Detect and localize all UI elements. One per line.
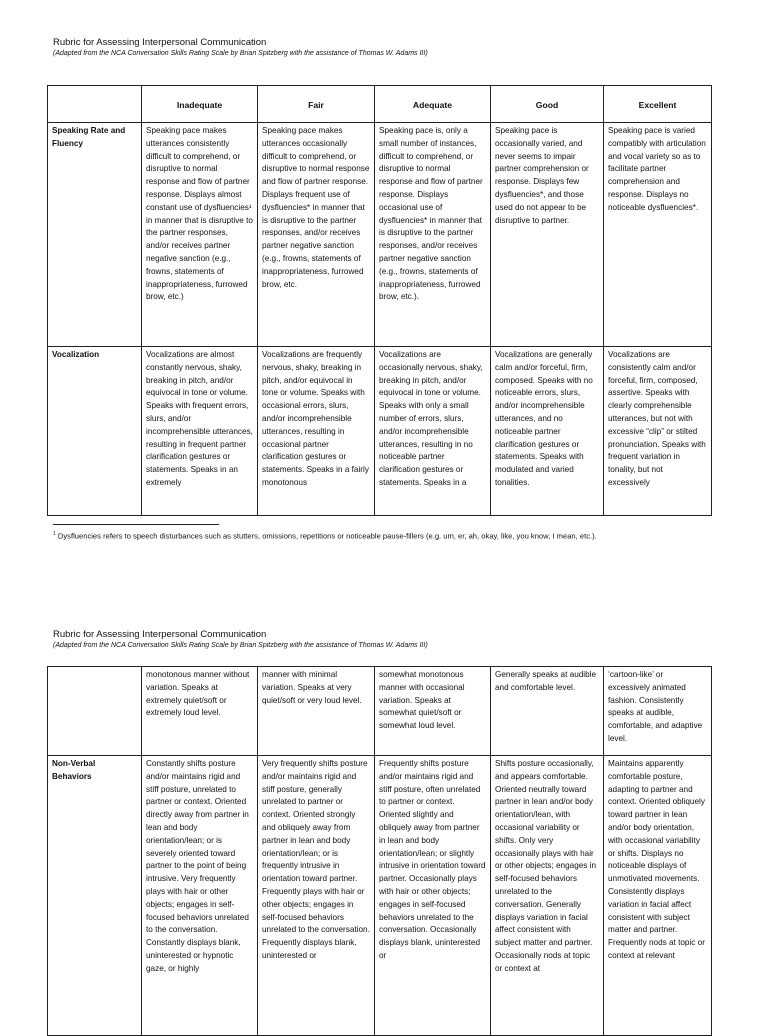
cell-adequate: Frequently shifts posture and/or maintains rigid and stiff posture, often unrelated to partner or context. Oriented slightly and obliquely away from partner in lean and body orientation/lean; or slightly intrusive in orientation toward partner. Occasionally plays with hair or other objects; engages in self-focused behaviors unrelated to the conversation. Occasionally displays blank, uninterested or [375,756,491,1036]
cell-good: Vocalizations are generally calm and/or forceful, firm, composed. Speaks with no noticeable errors, slurs, and/or incomprehensible utterances, and no noticeable partner clarification gestures or statements. Speaks with modulated and varied tonalities. [491,347,604,516]
cell-good: Speaking pace is occasionally varied, and never seems to impair partner comprehension or response. Displays few dysfluencies*, and those used do not appear to be disruptive to partner. [491,123,604,347]
column-header-inadequate: Inadequate [142,86,258,123]
cell-excellent: Maintains apparently comfortable posture, adapting to partner and context. Oriented obliquely toward partner in lean and/or body orientation, with occasional variability or shifts. Displays no noticeable displays of unmotivated movements. Consistently displays variation in facial affect consistent with subject matter and partner. Frequently nods at topic or context at relevant [604,756,712,1036]
row-label: Speaking Rate and Fluency [48,123,142,347]
cell-excellent: Speaking pace is varied compatibly with articulation and vocal variety so as to facilitate partner comprehension and response. Displays no noticeable dysfluencies*. [604,123,712,347]
cell-good: Generally speaks at audible and comfortable level. [491,667,604,756]
rubric-table-page2 [47,666,712,1036]
column-header-excellent: Excellent [604,86,712,123]
row-label: Non-Verbal Behaviors [48,756,142,1036]
footnote-divider [53,524,219,525]
page1-title: Rubric for Assessing Interpersonal Communication [53,37,267,48]
column-header-blank [48,86,142,123]
footnote-mark: 1 [53,531,56,537]
cell-adequate: Speaking pace is, only a small number of instances, difficult to comprehend, or disruptive to normal response and flow of partner response. Displays occasional use of dysfluencies* in manner that is disruptive to the partner responses, and/or receives partner negative sanction (e.g., frowns, statements of inappropriateness, furrowed brow, etc.). [375,123,491,347]
cell-excellent: Vocalizations are consistently calm and/or forceful, firm, composed, assertive. Speaks with clearly comprehensible utterances, but not with excessive “clip” or stilted pronunciation. Speaks with frequent variation in tonality, but not excessively [604,347,712,516]
table-row-speaking-rate [48,123,712,347]
cell-inadequate: monotonous manner without variation. Speaks at extremely quiet/soft or extremely loud level. [142,667,258,756]
cell-fair: manner with minimal variation. Speaks at very quiet/soft or very loud level. [258,667,375,756]
cell-excellent: ‘cartoon-like’ or excessively animated fashion. Consistently speaks at audible, comfortable, and adaptive level. [604,667,712,756]
page2-subtitle: (Adapted from the NCA Conversation Skills Rating Scale by Brian Spitzberg with the assistance of Thomas W. Adams III) [53,642,428,649]
cell-fair: Very frequently shifts posture and/or maintains rigid and stiff posture, generally unrelated to partner or context. Oriented strongly and obliquely away from partner in lean and body orientation/lean; or is frequently intrusive in orientation toward partner. Frequently plays with hair or other objects; engages in self-focused behaviors unrelated to the conversation. Frequently displays blank, uninterested or [258,756,375,1036]
column-header-good: Good [491,86,604,123]
footnote [53,529,597,542]
cell-inadequate: Speaking pace makes utterances consistently difficult to comprehend, or disruptive to normal response and flow of partner response. Displays almost constant use of dysfluencies¹ in manner that is disruptive to the partner responses, and/or receives partner negative sanction (e.g., frowns, statements of inappropriateness, furrowed brow, etc.) [142,123,258,347]
cell-fair: Vocalizations are frequently nervous, shaky, breaking in pitch, and/or equivocal in tone or volume. Speaks with occasional errors, slurs, and/or incomprehensible utterances, resulting in occasional partner clarification gestures or statements. Speaks in a fairly monotonous [258,347,375,516]
page1-subtitle: (Adapted from the NCA Conversation Skills Rating Scale by Brian Spitzberg with the assistance of Thomas W. Adams III) [53,50,428,57]
column-header-fair: Fair [258,86,375,123]
cell-adequate: Vocalizations are occasionally nervous, shaky, breaking in pitch, and/or equivocal in tone or volume. Speaks with only a small number of errors, slurs, and/or incomprehensible utterances, resulting in no noticeable partner clarification gestures or statements. Speaks in a [375,347,491,516]
cell-fair: Speaking pace makes utterances occasionally difficult to comprehend, or disruptive to normal response and flow of partner response. Displays frequent use of dysfluencies* in manner that is disruptive to the partner responses, and/or receives partner negative sanction (e.g., frowns, statements of inappropriateness, furrowed brow, etc. [258,123,375,347]
table-row-non-verbal [48,756,712,1036]
footnote-text: Dysfluencies refers to speech disturbances such as stutters, omissions, repetitions or noticeable pause-fillers (e.g. um, er, ah, okay, like, you know, I mean, etc.). [57,531,597,541]
cell-inadequate: Vocalizations are almost constantly nervous, shaky, breaking in pitch, and/or equivocal in tone or volume. Speaks with frequent errors, slurs, and/or incomprehensible utterances, resulting in frequent partner clarification gestures or statements. Speaks in an extremely [142,347,258,516]
row-label: Vocalization [48,347,142,516]
cell-adequate: somewhat monotonous manner with occasional variation. Speaks at somewhat quiet/soft or somewhat loud level. [375,667,491,756]
table-row-vocalization-cont [48,667,712,756]
cell-good: Shifts posture occasionally, and appears comfortable. Oriented neutrally toward partner in lean and/or body orientation/lean, with occasional variability or shifts. Only very occasionally plays with hair or other objects; engages in self-focused behaviors unrelated to the conversation. Generally displays variation in facial affect consistent with subject matter and partner. Occasionally nods at topic or context at [491,756,604,1036]
row-label [48,667,142,756]
column-header-adequate: Adequate [375,86,491,123]
rubric-table-page1 [47,85,712,516]
table-row-vocalization [48,347,712,516]
page2-title: Rubric for Assessing Interpersonal Communication [53,629,267,640]
cell-inadequate: Constantly shifts posture and/or maintains rigid and stiff posture, unrelated to partner or context. Oriented directly away from partner in lean and body orientation/lean; or is severely oriented toward partner to the point of being intrusive. Very frequently plays with hair or other objects; engages in self-focused behaviors unrelated to the conversation. Constantly displays blank, uninterested or hypnotic gaze, or highly [142,756,258,1036]
table-header-row [48,86,712,123]
